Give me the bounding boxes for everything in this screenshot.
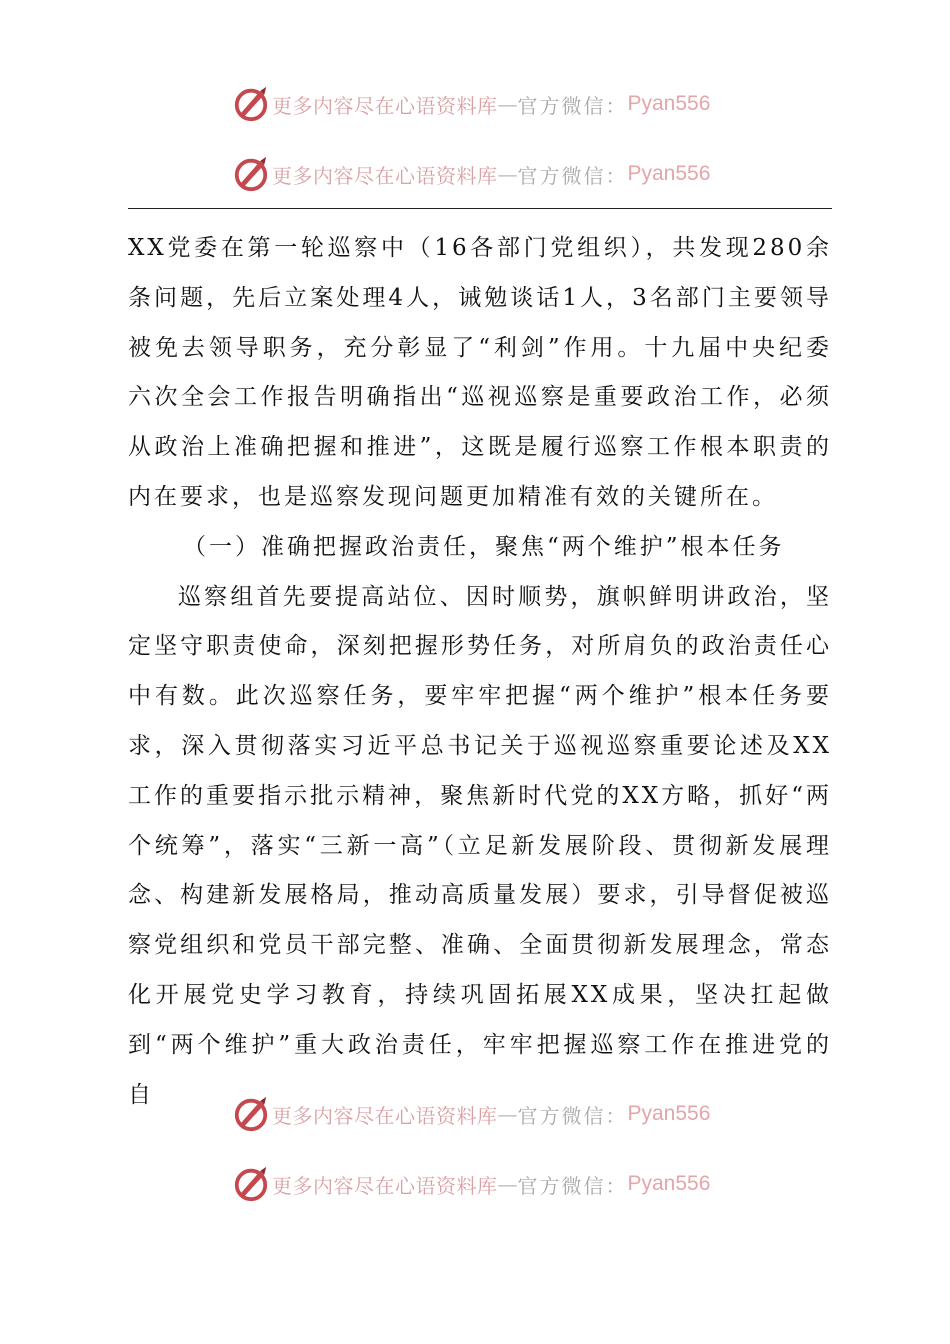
paragraph-2: 巡察组首先要提高站位、因时顺势，旗帜鲜明讲政治，坚定坚守职责使命，深刻把握形势任务，对所肩负的政治责任心中有数。此次巡察任务，要牢牢把握“两个维护”根本任务要求，深入贯彻落实习近平总书记关于巡视巡察重要论述及XX工作的重要指示批示精神，聚焦新时代党的XX方略，抓好“两个统筹”，落实“三新一高”（立足新发展阶段、贯彻新发展理念、构建新发展格局，推动高质量发展）要求，引导督促被巡察党组织和党员干部完整、准确、全面贯彻新发展理念，常态化开展党史学习教育，持续巩固拓展XX成果，坚决扛起做到“两个维护”重大政治责任，牢牢把握巡察工作在推进党的自	[128, 583, 832, 1108]
watermark-dash: —	[497, 1102, 518, 1126]
watermark-wechat-id: Pyan556	[627, 1102, 711, 1125]
watermark-brand-text: 更多内容尽在心语资料库	[272, 1173, 498, 1198]
pen-nib-logo-icon	[232, 1165, 270, 1203]
watermark-banner-2	[232, 154, 710, 194]
watermark-banner-1	[232, 84, 710, 124]
watermark-banner-4	[232, 1164, 710, 1204]
watermark-brand-text: 更多内容尽在心语资料库	[272, 1103, 498, 1128]
watermark-brand-text: 更多内容尽在心语资料库	[272, 163, 498, 188]
watermark-wechat-id: Pyan556	[627, 1172, 711, 1195]
paragraph-1: XX党委在第一轮巡察中（16各部门党组织），共发现280余条问题，先后立案处理4人，诫勉谈话1人，3名部门主要领导被免去领导职务，充分彰显了“利剑”作用。十九届中央纪委六次全会工作报告明确指出“巡视巡察是重要政治工作，必须从政治上准确把握和推进”，这既是履行巡察工作根本职责的内在要求，也是巡察发现问题更加精准有效的关键所在。	[128, 235, 832, 510]
watermark-label: 官方微信：	[517, 1173, 628, 1198]
pen-nib-logo-icon	[232, 1095, 270, 1133]
header-rule	[128, 208, 832, 209]
watermark-dash: —	[497, 162, 518, 186]
watermark-brand-text: 更多内容尽在心语资料库	[272, 93, 498, 118]
watermark-dash: —	[497, 92, 518, 116]
watermark-label: 官方微信：	[517, 1103, 628, 1128]
section-heading-1: （一）准确把握政治责任，聚焦“两个维护”根本任务	[183, 533, 785, 560]
watermark-dash: —	[497, 1172, 518, 1196]
watermark-wechat-id: Pyan556	[627, 162, 711, 185]
document-body	[128, 224, 832, 1120]
pen-nib-logo-icon	[232, 155, 270, 193]
watermark-label: 官方微信：	[517, 93, 628, 118]
watermark-label: 官方微信：	[517, 163, 628, 188]
pen-nib-logo-icon	[232, 85, 270, 123]
watermark-wechat-id: Pyan556	[627, 92, 711, 115]
watermark-banner-3	[232, 1094, 710, 1134]
